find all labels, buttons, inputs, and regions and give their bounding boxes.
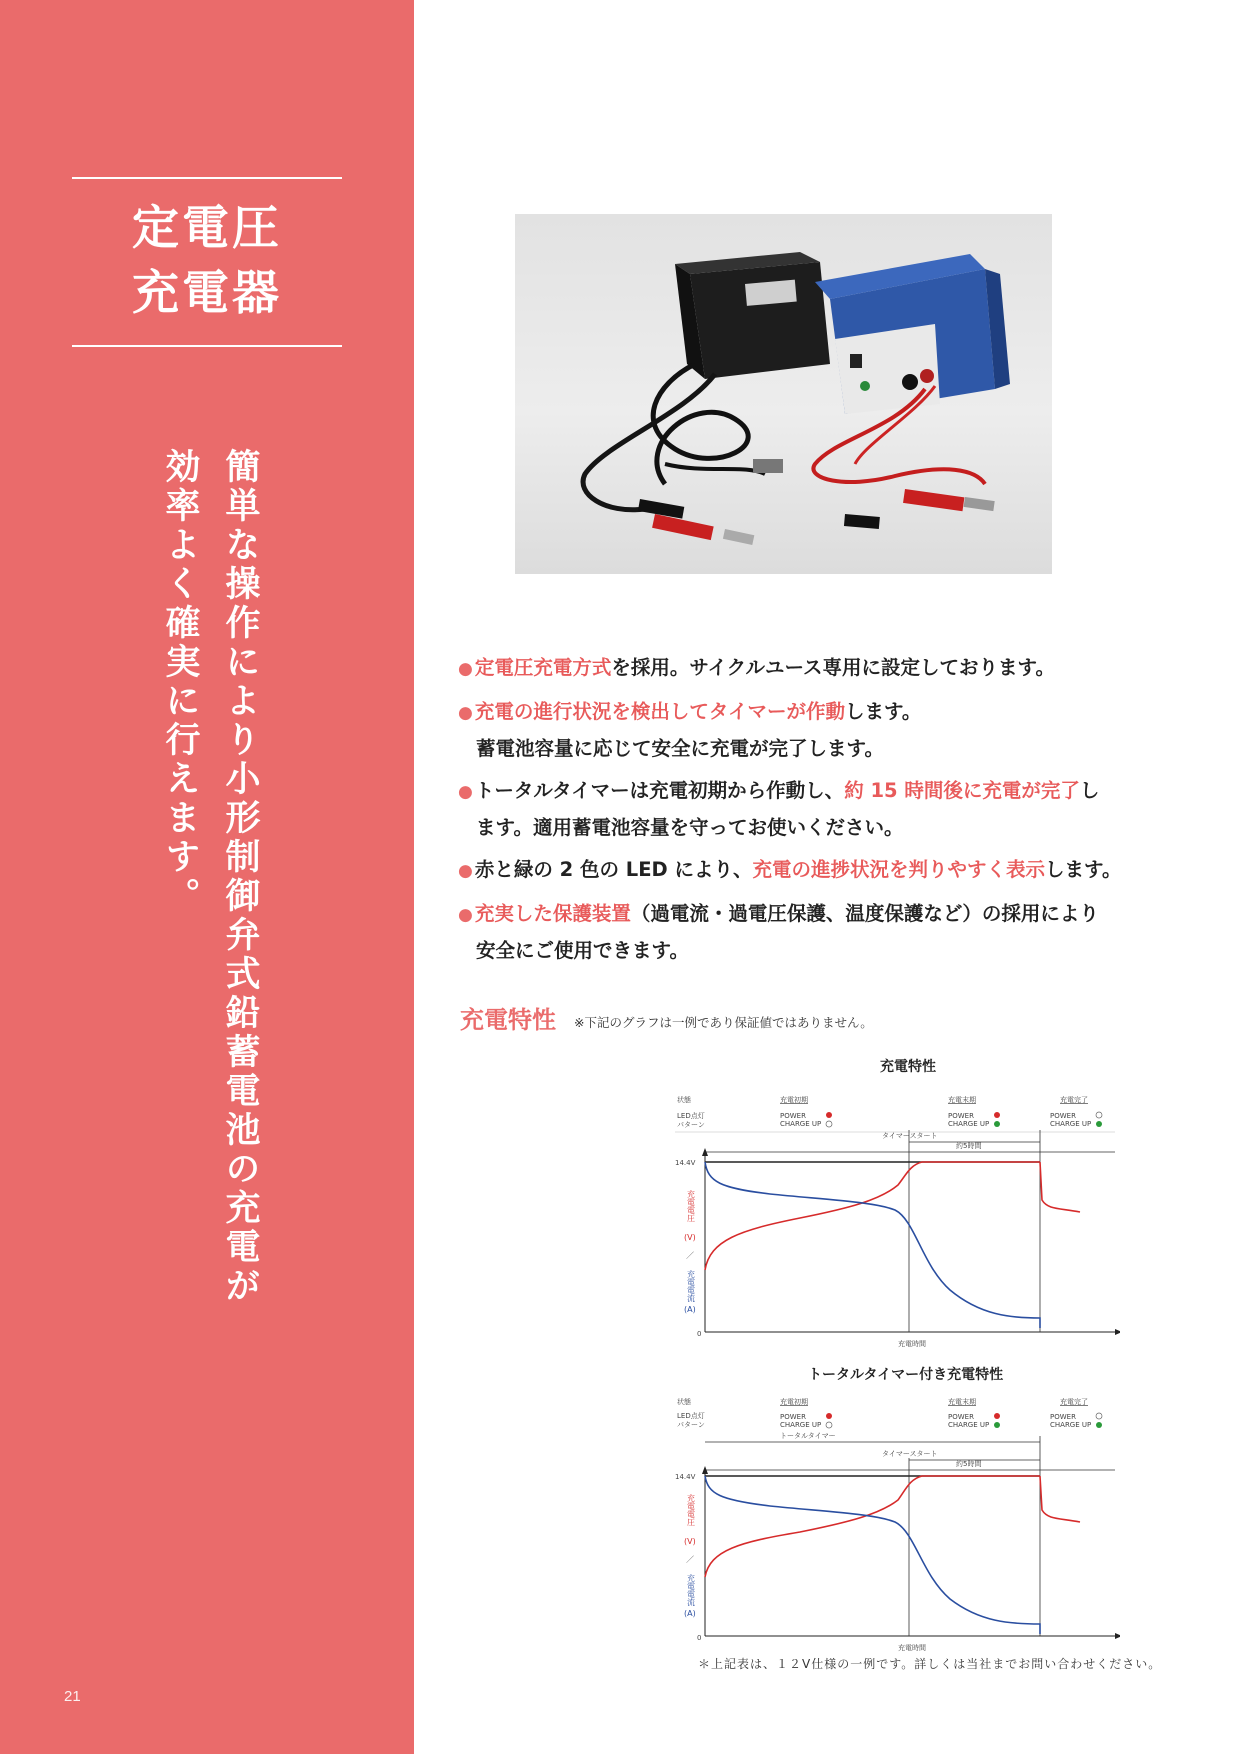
feature-item-5 [458, 896, 1138, 968]
charger-illustration [515, 214, 1052, 574]
current-curve [705, 1476, 1040, 1634]
led-off-icon [1096, 1413, 1102, 1419]
led-off-icon [826, 1121, 832, 1127]
voltage-curve-float [1040, 1476, 1080, 1522]
led-green-icon [1096, 1121, 1102, 1127]
power-label: POWER [1050, 1112, 1076, 1120]
title-line-1: 定電圧 [132, 201, 282, 256]
x-axis-label: 充電時間 [898, 1644, 926, 1652]
feature-text-pre: トータルタイマーは充電初期から作動し、 [474, 779, 845, 802]
feature-text: （過電流・過電圧保護、温度保護など）の採用により [630, 902, 1099, 925]
led-green-icon [1096, 1422, 1102, 1428]
feature-highlight: 定電圧充電方式 [474, 656, 612, 679]
chargeup-label: CHARGE UP [780, 1120, 822, 1128]
power-label: POWER [780, 1112, 806, 1120]
phase-initial: 充電初期 [780, 1096, 808, 1104]
y-voltage-label: 充電電圧 [686, 1190, 696, 1222]
feature-text: します。 [844, 700, 922, 723]
state-label: 状態 [677, 1398, 691, 1406]
product-title [72, 196, 342, 326]
led-label-2: パターン [677, 1421, 705, 1429]
led-red-icon [994, 1413, 1000, 1419]
approx-label: 約5時間 [956, 1460, 982, 1468]
feature-highlight: 充電の進行状況を検出してタイマーが作動 [474, 700, 845, 723]
timer-start-label: タイマースタート [882, 1450, 938, 1458]
led-off-icon [1096, 1112, 1102, 1118]
phase-final: 充電末期 [948, 1096, 976, 1104]
feature-text-pre: 赤と緑の 2 色の LED により、 [474, 858, 753, 881]
phase-complete: 充電完了 [1060, 1096, 1088, 1104]
led-off-icon [826, 1422, 832, 1428]
y-current-unit: (A) [684, 1305, 696, 1314]
feature-text-line2: ます。適用蓄電池容量を守ってお使いください。 [476, 816, 904, 839]
y-current-label: 充電電流 [686, 1574, 696, 1606]
y-voltage-unit: (V) [684, 1233, 696, 1242]
title-line-2: 充電器 [132, 266, 282, 321]
divider-bottom [72, 345, 342, 347]
total-timer-label: トータルタイマー [780, 1432, 836, 1440]
tagline-column-2: 効率よく確実に行えます。 [160, 448, 200, 916]
voltage-curve [705, 1162, 1040, 1270]
y-voltage-unit: (V) [684, 1537, 696, 1546]
feature-highlight: 充実した保護装置 [474, 902, 631, 925]
side-panel [0, 0, 414, 1754]
feature-list [458, 650, 1138, 975]
y-current-label: 充電電流 [686, 1270, 696, 1302]
led-red-icon [994, 1112, 1000, 1118]
feature-highlight: 充電の進捗状況を判りやすく表示 [752, 858, 1046, 881]
footnote: ＊上記表は、１２V仕様の一例です。詳しくは当社までお問い合わせください。 [698, 1657, 1162, 1671]
chargeup-label: CHARGE UP [1050, 1421, 1092, 1429]
power-label: POWER [948, 1112, 974, 1120]
x-axis-label: 充電時間 [898, 1340, 926, 1348]
state-label: 状態 [677, 1096, 691, 1104]
feature-item-3 [458, 773, 1138, 845]
led-red-icon [826, 1112, 832, 1118]
page-number: 21 [64, 1688, 81, 1705]
feature-highlight: 約 15 時間後に充電が完了 [844, 779, 1080, 802]
bullet-dot-icon: ● [458, 703, 473, 723]
feature-item-1 [458, 650, 1138, 687]
product-photo [515, 214, 1052, 574]
y-slash: ／ [686, 1251, 694, 1260]
phase-initial: 充電初期 [780, 1398, 808, 1406]
chargeup-label: CHARGE UP [780, 1421, 822, 1429]
zero-tick: 0 [697, 1634, 702, 1642]
chart1-diagram [660, 1090, 1120, 1350]
phase-complete: 充電完了 [1060, 1398, 1088, 1406]
voltage-curve-float [1040, 1162, 1080, 1212]
y-current-unit: (A) [684, 1609, 696, 1618]
timer-start-label: タイマースタート [882, 1132, 938, 1140]
feature-text: します。 [1045, 858, 1122, 881]
v-tick: 14.4V [675, 1159, 696, 1167]
chargeup-label: CHARGE UP [948, 1421, 990, 1429]
feature-text: を採用。サイクルユース専用に設定しております。 [611, 656, 1055, 679]
zero-tick: 0 [697, 1330, 702, 1338]
y-voltage-label: 充電電圧 [686, 1494, 696, 1526]
feature-text-line2: 安全にご使用できます。 [476, 939, 689, 962]
power-label: POWER [948, 1413, 974, 1421]
v-tick: 14.4V [675, 1473, 696, 1481]
feature-text-line2: 蓄電池容量に応じて安全に充電が完了します。 [476, 737, 884, 760]
current-curve [705, 1162, 1040, 1328]
bullet-dot-icon: ● [458, 861, 473, 881]
divider-top [72, 177, 342, 179]
chart1-title: 充電特性 [880, 1059, 936, 1075]
led-label-1: LED点灯 [677, 1112, 705, 1120]
section-note: ※下記のグラフは一例であり保証値ではありません。 [574, 1015, 873, 1030]
tagline-column-1: 簡単な操作により小形制御弁式鉛蓄電池の充電が [220, 448, 260, 1306]
led-green-icon [994, 1422, 1000, 1428]
feature-item-4 [458, 852, 1138, 889]
approx-label: 約5時間 [956, 1142, 982, 1150]
chargeup-label: CHARGE UP [1050, 1120, 1092, 1128]
section-title: 充電特性 [460, 1006, 556, 1034]
voltage-curve [705, 1476, 1040, 1577]
led-label-2: パターン [677, 1121, 705, 1129]
chart2-diagram [660, 1392, 1120, 1654]
bullet-dot-icon: ● [458, 782, 473, 802]
power-label: POWER [1050, 1413, 1076, 1421]
phase-final: 充電末期 [948, 1398, 976, 1406]
y-slash: ／ [686, 1555, 694, 1564]
feature-text: し [1079, 779, 1100, 802]
bullet-dot-icon: ● [458, 659, 473, 679]
chart2-title: トータルタイマー付き充電特性 [808, 1367, 1004, 1383]
led-green-icon [994, 1121, 1000, 1127]
led-red-icon [826, 1413, 832, 1419]
led-label-1: LED点灯 [677, 1412, 705, 1420]
chargeup-label: CHARGE UP [948, 1120, 990, 1128]
power-label: POWER [780, 1413, 806, 1421]
bullet-dot-icon: ● [458, 905, 473, 925]
feature-item-2 [458, 694, 1138, 766]
